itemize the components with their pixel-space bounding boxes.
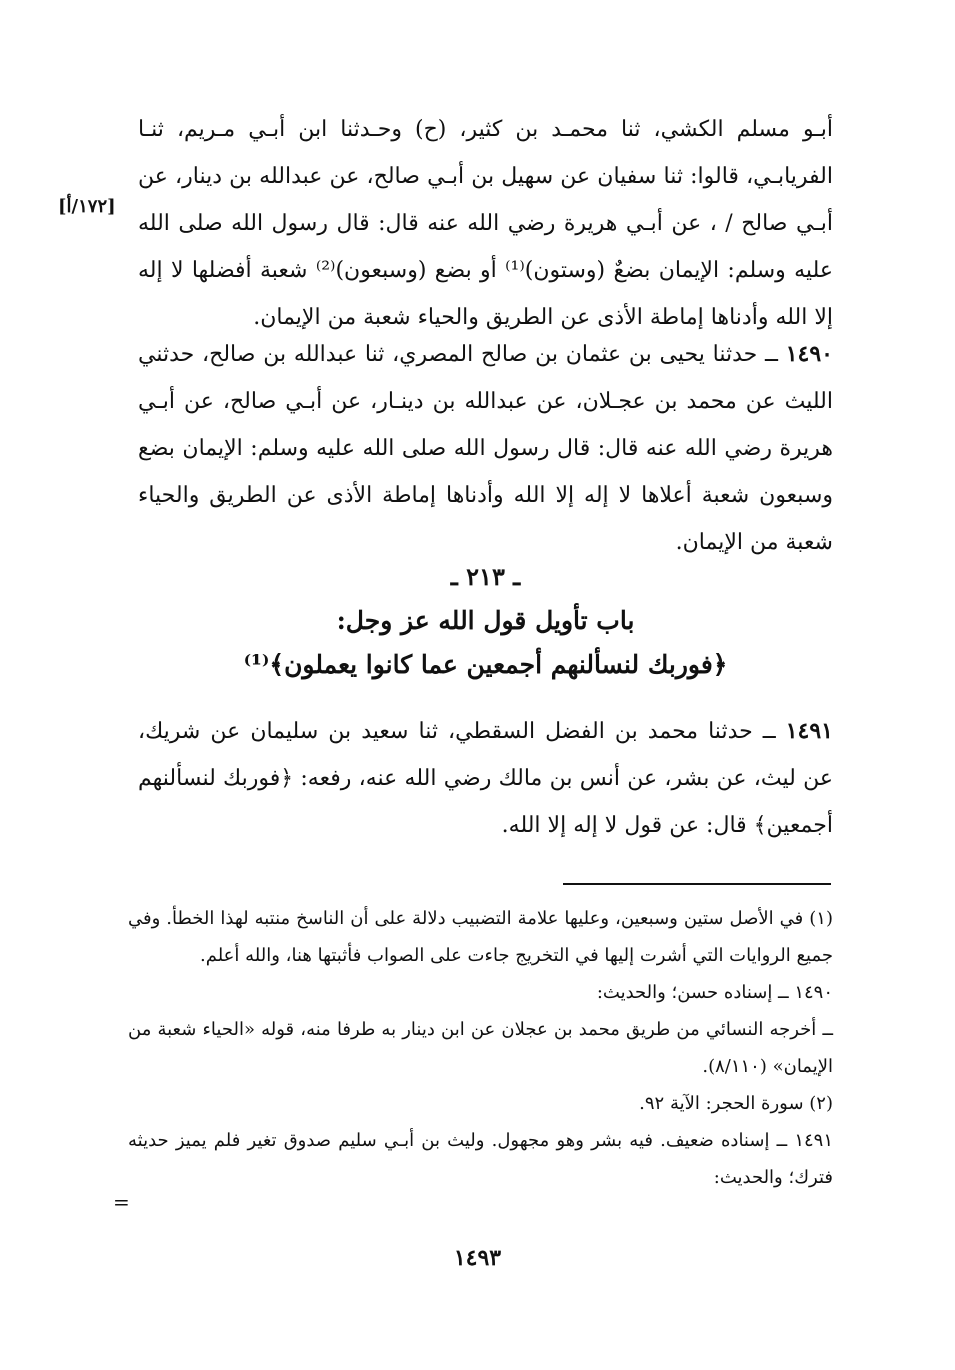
footnotes	[128, 900, 833, 1196]
chapter-number: ـ ٢١٣ ـ	[450, 562, 521, 591]
hadith-number: ١٤٩١	[785, 718, 833, 744]
page-number: ١٤٩٣	[453, 1245, 502, 1271]
footnote-item: (١) في الأصل ستين وسبعين، وعليها علامة التضبيب دلالة على أن الناسخ منتبه لهذا الخطأ. وفي جميع الروايات التي أشرت إليها في التخريج جاءت على الصواب فأثبتها هنا، والله أعلم.	[128, 908, 833, 966]
hadith-text: حدثنا محمد بن الفضل السقطي، ثنا سعيد بن سليمان عن شريك، عن ليث، عن بشر، عن أنس بن مالك رضي الله عنه، رفعه: ﴿فوربك لنسألنهم أجمعين﴾ قال: عن قول لا إله إلا الله.	[138, 719, 833, 838]
footnote-item: ١٤٩١ ــ إسناده ضعيف. فيه بشر وهو مجهول. وليث بن أبـي سليم صدوق تغير فلم يميز حديثه فترك؛ والحديث:	[128, 1130, 833, 1188]
hadith-number: ١٤٩٠	[785, 341, 833, 367]
footnote-item: (٢) سورة الحجر: الآية ٩٢.	[639, 1093, 833, 1114]
continuation-mark: =	[113, 1190, 130, 1214]
hadith-dash: ــ	[762, 719, 776, 744]
hadith-text: حدثنا يحيى بن عثمان بن صالح المصري، ثنا عبدالله بن صالح، حدثني الليث عن محمد بن عجـلان، عن عبدالله بن دينـار، عن أبـي صالح، عن أبـي هريرة رضي الله عنه قال: قال رسول الله صلى الله عليه وسلم: الإيمان بضع وسبعون شعبة أعلاها لا إله إلا الله وأدناها إماطة الأذى عن الطريق والحياء شعبة من الإيمان.	[138, 342, 833, 555]
paragraph-hadith-continuation: أبـو مسلم الكشي، ثنا محمـد بن كثير، (ح) وحـدثنا ابن أبـي مـريم، ثنـا الفريابـي، قالوا: ثنا سفيان عن سهيل بن أبـي صالح، عن عبدالله بن دينار، عن أبـي صالح / ، عن أبـي هريرة رضي الله عنه قال: قال رسول الله صلى الله عليه وسلم: الإيمان بضعٌ (وستون)⁽¹⁾ أو بضع (وسبعون)⁽²⁾ شعبة أفضلها لا إله إلا الله وأدناها إماطة الأذى عن الطريق والحياء شعبة من الإيمان.	[138, 117, 834, 330]
footnote-item: ١٤٩٠ ــ إسناده حسن؛ والحديث:	[596, 982, 833, 1003]
margin-folio-note: [١٧٢/أ]	[58, 196, 116, 217]
chapter-verse: ﴿فوربك لنسألنهم أجمعين عما كانوا يعملون﴾⁽¹⁾	[243, 650, 728, 679]
chapter-title: باب تأويل قول الله عز وجل:	[336, 606, 635, 635]
footnote-divider	[563, 883, 831, 885]
paragraph-hadith-1490	[138, 331, 833, 566]
paragraph-hadith-1491	[138, 708, 833, 849]
hadith-dash: ــ	[765, 342, 778, 367]
footnote-item: ــ أخرجه النسائي من طريق محمد بن عجلان عن ابن دينار به طرفا منه، قوله «الحياء شعبة من الإيمان» (٨/١١٠).	[128, 1019, 833, 1077]
